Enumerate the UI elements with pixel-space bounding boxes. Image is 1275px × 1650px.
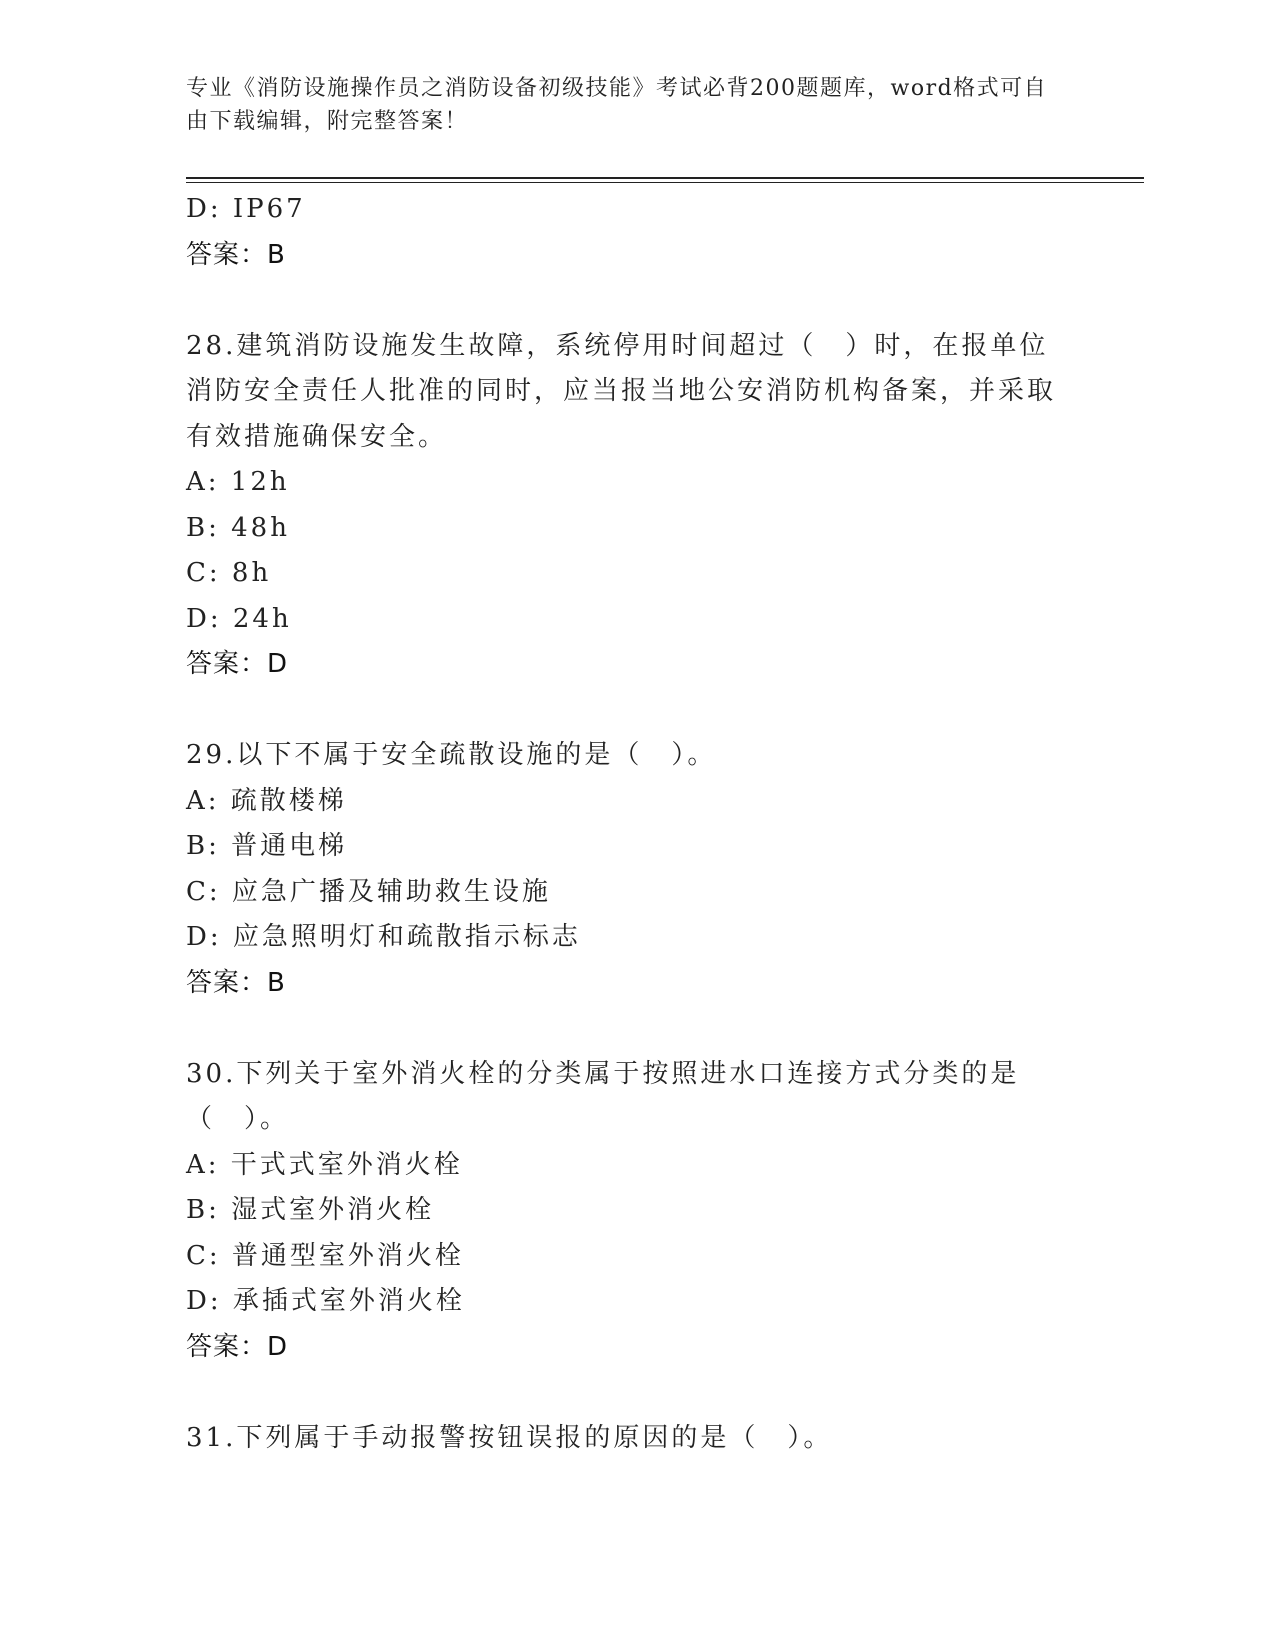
spacer	[186, 278, 1086, 324]
answer-line: 答案：D	[186, 649, 289, 679]
question-text: 29.以下不属于安全疏散设施的是（ ）。	[186, 740, 717, 770]
question-text: 28.建筑消防设施发生故障，系统停用时间超过（ ）时，在报单位消防安全责任人批准的同时，应当报当地公安消防机构备案，并采取有效措施确保安全。	[186, 330, 1057, 452]
option-d: D: 承插式室外消火栓	[186, 1286, 465, 1316]
option-b: B: 48h	[186, 512, 290, 543]
option-a: A: 疏散楼梯	[186, 785, 347, 816]
option-a: A: 12h	[186, 467, 290, 497]
option-d: D: 应急照明灯和疏散指示标志	[186, 922, 581, 952]
option-d: D: 24h	[186, 603, 292, 634]
option-c: C: 应急广播及辅助救生设施	[186, 876, 551, 907]
option-c: C: 普通型室外消火栓	[186, 1240, 464, 1271]
option-c: C: 8h	[186, 558, 272, 588]
answer-line: 答案：B	[186, 239, 286, 270]
question-29	[186, 733, 1086, 1006]
option-d: D: IP67	[186, 194, 306, 224]
header-divider-thin	[186, 182, 1144, 183]
answer-line: 答案：D	[186, 1331, 289, 1362]
document-header: 专业《消防设施操作员之消防设备初级技能》考试必背200题题库，word格式可自由下载编辑，附完整答案！	[186, 76, 1048, 134]
spacer	[186, 1006, 1086, 1052]
option-b: B: 普通电梯	[186, 831, 348, 861]
header-divider-thick	[186, 177, 1144, 179]
question-list	[186, 187, 1086, 1461]
question-31	[186, 1416, 1086, 1462]
option-a: A: 干式式室外消火栓	[186, 1149, 463, 1180]
question-text: 31.下列属于手动报警按钮误报的原因的是（ ）。	[186, 1422, 833, 1453]
question-28	[186, 324, 1086, 688]
question-text: 30.下列关于室外消火栓的分类属于按照进水口连接方式分类的是（ ）。	[186, 1058, 1020, 1134]
answer-line: 答案：B	[186, 967, 286, 998]
spacer	[186, 688, 1086, 734]
option-b: B: 湿式室外消火栓	[186, 1195, 435, 1225]
question-30	[186, 1052, 1086, 1371]
spacer	[186, 1370, 1086, 1416]
